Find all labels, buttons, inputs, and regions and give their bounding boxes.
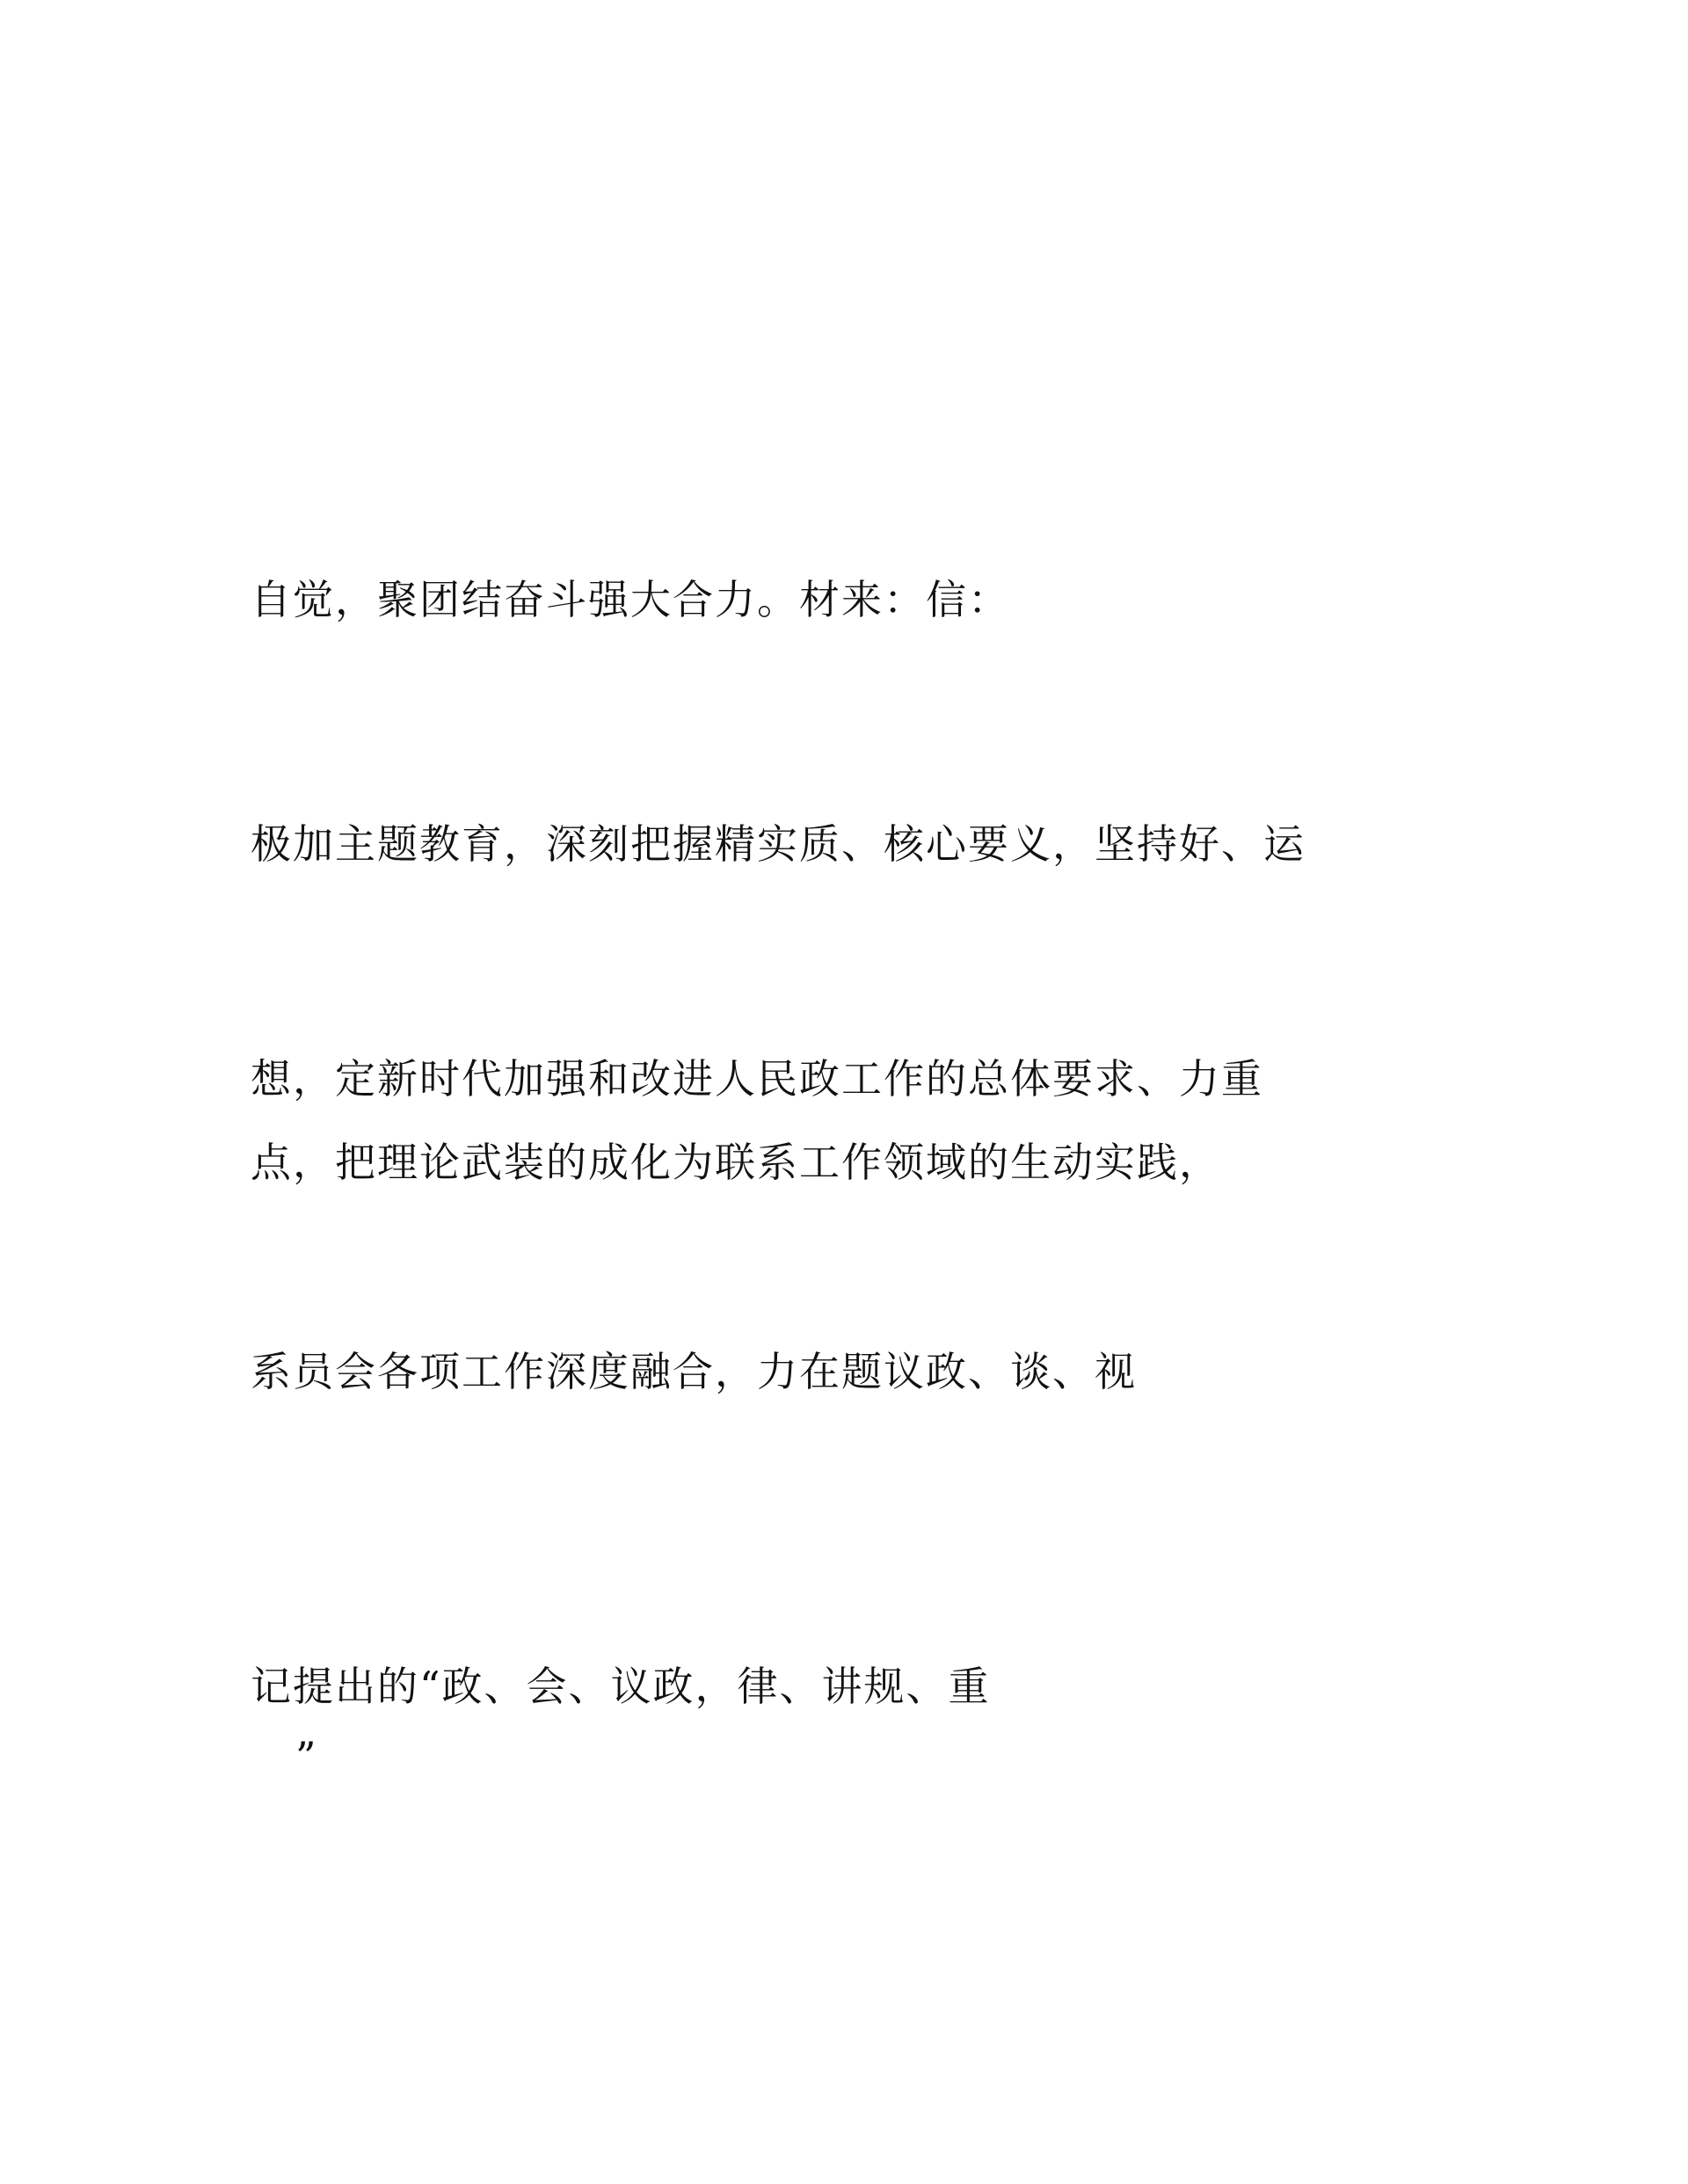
- text-line-1: 自觉，聚团结奋斗强大合力。材来：信：: [251, 576, 1010, 623]
- text-line-7-closing-quote: ”: [295, 1733, 318, 1780]
- text-line-2: 极加主题教育，深刻把握精实质、核心要义，坚持好、运: [251, 820, 1306, 868]
- text-line-3: 想，定新时代加强和改进人民政工作的总体要求、力重: [251, 1055, 1263, 1103]
- text-line-6: 记提出的“政、会、议政，律、讲规、重: [251, 1663, 991, 1710]
- text-line-5: 系员会各项工作深度融合，力在题议政、谈、视: [251, 1348, 1137, 1395]
- text-line-4: 点，把理论武装的成化为联系工作领域的生动实践，: [251, 1139, 1221, 1186]
